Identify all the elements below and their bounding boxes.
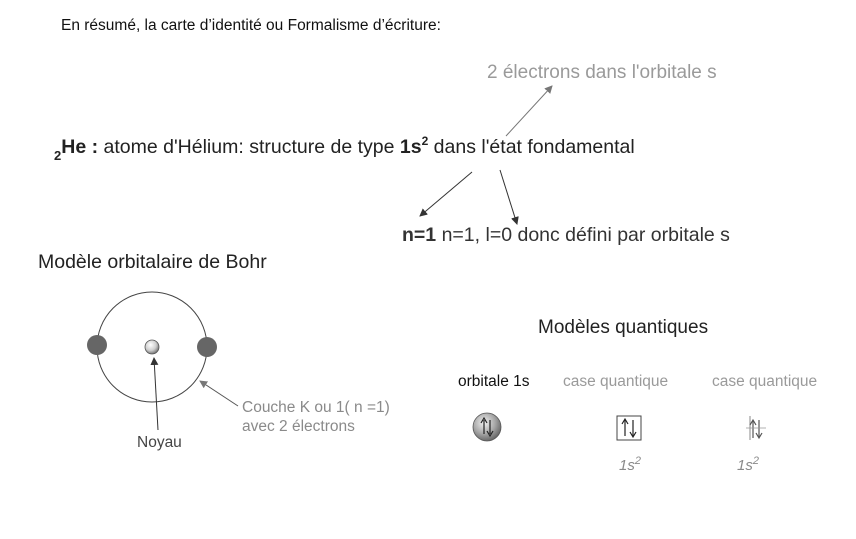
shell-label-line1: Couche K ou 1( n =1) — [242, 399, 390, 416]
nucleus — [145, 340, 159, 354]
orbital-sphere-icon — [473, 413, 501, 441]
orbital-1s-label: orbitale 1s — [458, 373, 530, 390]
arrow-to-l — [500, 170, 517, 224]
notation-1s-base: 1s — [619, 457, 635, 474]
notation-1s-exponent-2: 2 — [752, 455, 759, 467]
electron-config-exponent: 2 — [421, 134, 429, 148]
quantum-box-label-2: case quantique — [712, 373, 818, 390]
bohr-model-title: Modèle orbitalaire de Bohr — [38, 251, 267, 273]
quantum-numbers-text: n=1, l=0 donc défini par orbitale s — [436, 224, 730, 246]
n-value: n=1 — [402, 224, 437, 246]
electron-right — [197, 337, 217, 357]
notation-1s-base-2: 1s — [737, 457, 753, 474]
electron-config-base: 1s — [399, 136, 422, 158]
atomic-number: 2 — [54, 148, 62, 163]
electrons-annotation: 2 électrons dans l'orbitale s — [487, 62, 717, 83]
arrow-to-electrons — [506, 86, 552, 136]
helium-symbol: He : — [61, 136, 99, 158]
shell-label-line2: avec 2 électrons — [242, 418, 355, 435]
arrow-to-n — [420, 172, 472, 216]
quantum-box-label-1: case quantique — [563, 373, 669, 390]
electron-left — [87, 335, 107, 355]
nucleus-label: Noyau — [137, 434, 182, 451]
helium-description: atome d'Hélium: structure de type — [98, 136, 400, 158]
helium-suffix: dans l'état fondamental — [428, 136, 635, 158]
notation-1s-exponent: 2 — [634, 455, 641, 467]
intro-text: En résumé, la carte d’identité ou Formalisme d’écriture: — [61, 17, 441, 34]
quantum-models-title: Modèles quantiques — [538, 317, 709, 338]
nucleus-pointer — [154, 358, 158, 430]
shell-pointer — [200, 381, 238, 406]
spin-arrows-icon — [746, 416, 766, 440]
quantum-box-icon — [617, 416, 641, 440]
